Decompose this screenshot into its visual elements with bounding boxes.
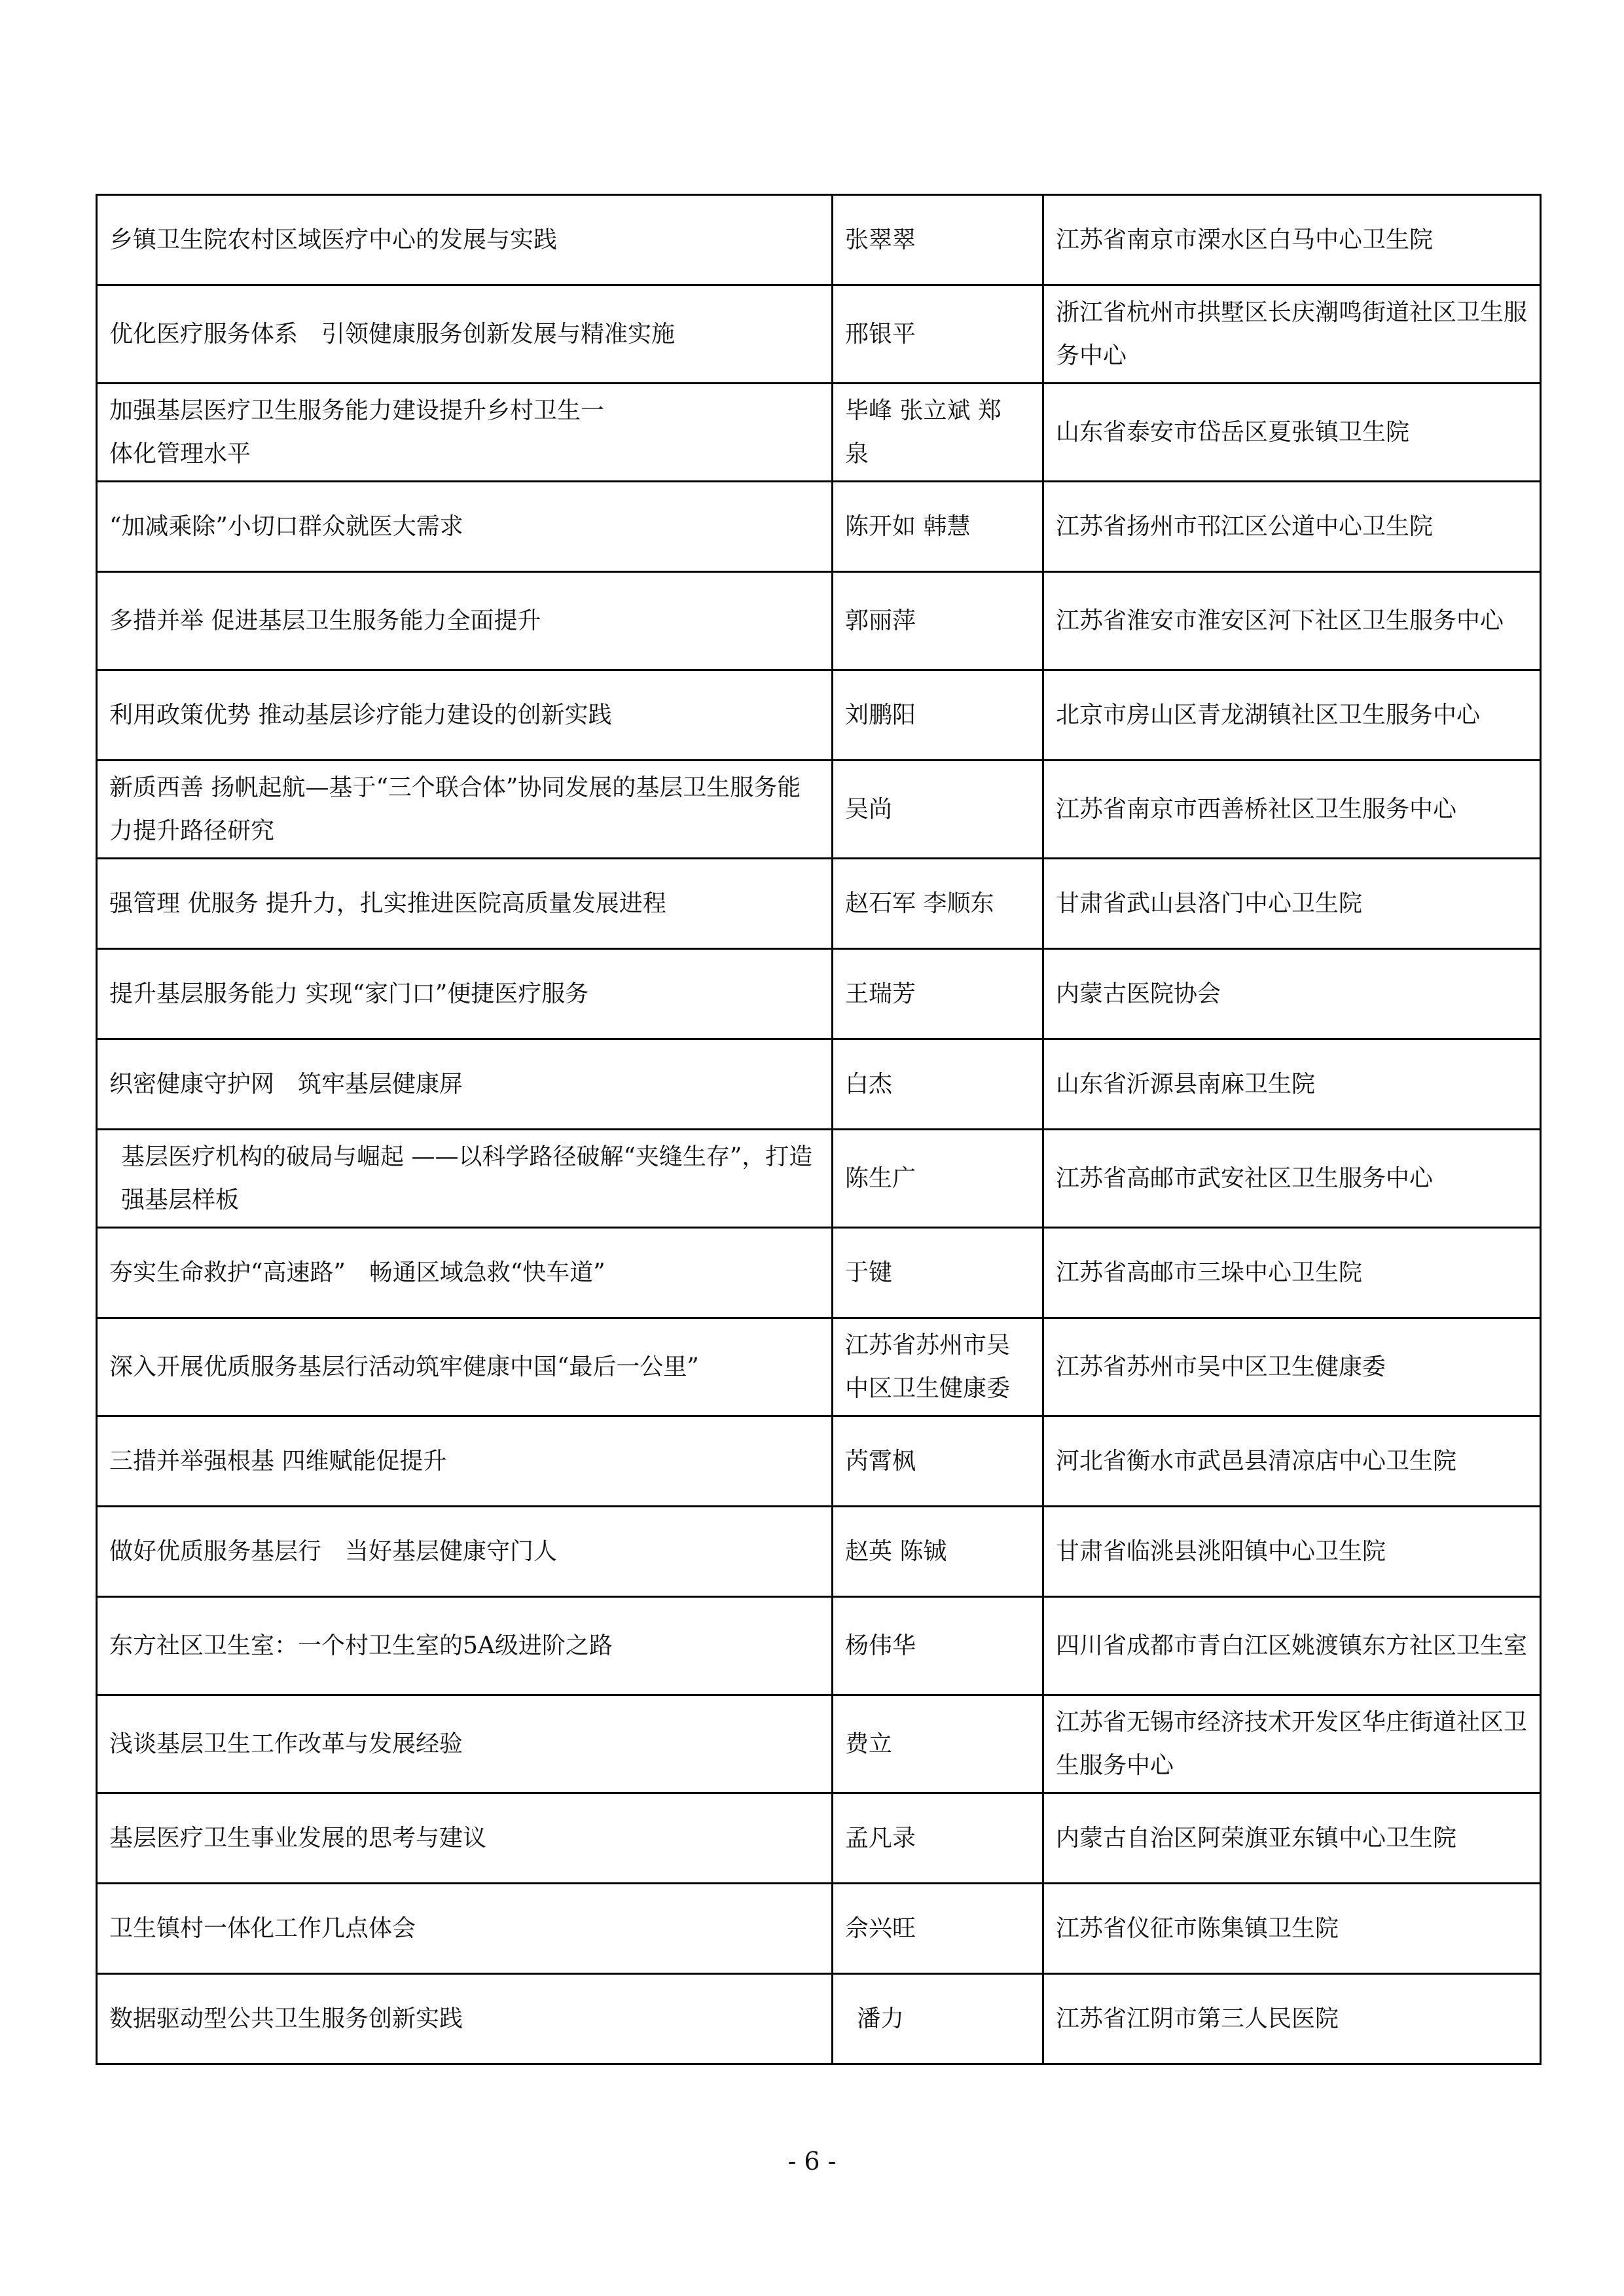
title-cell: 浅谈基层卫生工作改革与发展经验 [97, 1695, 833, 1793]
title-cell: 新质西善 扬帆起航—基于“三个联合体”协同发展的基层卫生服务能力提升路径研究 [97, 761, 833, 859]
table-row [97, 572, 1541, 670]
author-cell: 杨伟华 [833, 1597, 1043, 1695]
title-cell: 数据驱动型公共卫生服务创新实践 [97, 1974, 833, 2064]
title-cell: 基层医疗卫生事业发展的思考与建议 [97, 1793, 833, 1884]
author-cell: 孟凡录 [833, 1793, 1043, 1884]
title-cell: 东方社区卫生室：一个村卫生室的5A级进阶之路 [97, 1597, 833, 1695]
author-cell: 刘鹏阳 [833, 670, 1043, 761]
author-cell: 赵石军 李顺东 [833, 859, 1043, 949]
unit-cell: 浙江省杭州市拱墅区长庆潮鸣街道社区卫生服务中心 [1043, 285, 1541, 384]
author-cell: 江苏省苏州市吴中区卫生健康委 [833, 1318, 1043, 1416]
table-row [97, 1318, 1541, 1416]
title-cell: 基层医疗机构的破局与崛起 ——以科学路径破解“夹缝生存”，打造强基层样板 [97, 1130, 833, 1228]
table-row [97, 949, 1541, 1039]
author-cell: 张翠翠 [833, 195, 1043, 285]
unit-cell: 山东省沂源县南麻卫生院 [1043, 1039, 1541, 1130]
title-cell: 做好优质服务基层行 当好基层健康守门人 [97, 1507, 833, 1597]
table-row [97, 1974, 1541, 2064]
table-row [97, 761, 1541, 859]
author-cell: 芮霄枫 [833, 1416, 1043, 1507]
table-row [97, 859, 1541, 949]
table-row [97, 1416, 1541, 1507]
table-row [97, 670, 1541, 761]
author-cell: 白杰 [833, 1039, 1043, 1130]
author-cell: 郭丽萍 [833, 572, 1043, 670]
case-table [96, 194, 1542, 2065]
title-cell: 乡镇卫生院农村区域医疗中心的发展与实践 [97, 195, 833, 285]
table-row [97, 1597, 1541, 1695]
unit-cell: 内蒙古自治区阿荣旗亚东镇中心卫生院 [1043, 1793, 1541, 1884]
author-cell: 邢银平 [833, 285, 1043, 384]
title-cell: 强管理 优服务 提升力，扎实推进医院高质量发展进程 [97, 859, 833, 949]
table-row [97, 1793, 1541, 1884]
table-row [97, 1228, 1541, 1318]
table-row [97, 1039, 1541, 1130]
unit-cell: 江苏省江阴市第三人民医院 [1043, 1974, 1541, 2064]
author-cell: 潘力 [833, 1974, 1043, 2064]
table-row [97, 285, 1541, 384]
unit-cell: 北京市房山区青龙湖镇社区卫生服务中心 [1043, 670, 1541, 761]
title-cell: 三措并举强根基 四维赋能促提升 [97, 1416, 833, 1507]
author-cell: 王瑞芳 [833, 949, 1043, 1039]
author-cell: 佘兴旺 [833, 1884, 1043, 1974]
unit-cell: 江苏省苏州市吴中区卫生健康委 [1043, 1318, 1541, 1416]
unit-cell: 江苏省高邮市三垛中心卫生院 [1043, 1228, 1541, 1318]
unit-cell: 甘肃省临洮县洮阳镇中心卫生院 [1043, 1507, 1541, 1597]
author-cell: 费立 [833, 1695, 1043, 1793]
table-row [97, 384, 1541, 482]
title-cell: 加强基层医疗卫生服务能力建设提升乡村卫生一体化管理水平 [97, 384, 833, 482]
title-cell: “加减乘除”小切口群众就医大需求 [97, 482, 833, 572]
unit-cell: 甘肃省武山县洛门中心卫生院 [1043, 859, 1541, 949]
table-row [97, 1884, 1541, 1974]
unit-cell: 江苏省高邮市武安社区卫生服务中心 [1043, 1130, 1541, 1228]
unit-cell: 内蒙古医院协会 [1043, 949, 1541, 1039]
title-cell: 提升基层服务能力 实现“家门口”便捷医疗服务 [97, 949, 833, 1039]
table-row [97, 195, 1541, 285]
unit-cell: 四川省成都市青白江区姚渡镇东方社区卫生室 [1043, 1597, 1541, 1695]
unit-cell: 江苏省仪征市陈集镇卫生院 [1043, 1884, 1541, 1974]
table-row [97, 1695, 1541, 1793]
unit-cell: 山东省泰安市岱岳区夏张镇卫生院 [1043, 384, 1541, 482]
title-cell: 优化医疗服务体系 引领健康服务创新发展与精准实施 [97, 285, 833, 384]
page-number: - 6 - [787, 2147, 837, 2176]
title-cell: 深入开展优质服务基层行活动筑牢健康中国“最后一公里” [97, 1318, 833, 1416]
author-cell: 赵英 陈铖 [833, 1507, 1043, 1597]
author-cell: 陈开如 韩慧 [833, 482, 1043, 572]
table-row [97, 482, 1541, 572]
unit-cell: 河北省衡水市武邑县清凉店中心卫生院 [1043, 1416, 1541, 1507]
title-cell: 利用政策优势 推动基层诊疗能力建设的创新实践 [97, 670, 833, 761]
table-row [97, 1130, 1541, 1228]
title-cell: 多措并举 促进基层卫生服务能力全面提升 [97, 572, 833, 670]
author-cell: 毕峰 张立斌 郑泉 [833, 384, 1043, 482]
author-cell: 吴尚 [833, 761, 1043, 859]
unit-cell: 江苏省南京市西善桥社区卫生服务中心 [1043, 761, 1541, 859]
author-cell: 陈生广 [833, 1130, 1043, 1228]
unit-cell: 江苏省南京市溧水区白马中心卫生院 [1043, 195, 1541, 285]
unit-cell: 江苏省扬州市邗江区公道中心卫生院 [1043, 482, 1541, 572]
title-cell: 夯实生命救护“高速路” 畅通区域急救“快车道” [97, 1228, 833, 1318]
title-cell: 织密健康守护网 筑牢基层健康屏 [97, 1039, 833, 1130]
unit-cell: 江苏省淮安市淮安区河下社区卫生服务中心 [1043, 572, 1541, 670]
author-cell: 于键 [833, 1228, 1043, 1318]
unit-cell: 江苏省无锡市经济技术开发区华庄街道社区卫生服务中心 [1043, 1695, 1541, 1793]
table-row [97, 1507, 1541, 1597]
title-cell: 卫生镇村一体化工作几点体会 [97, 1884, 833, 1974]
